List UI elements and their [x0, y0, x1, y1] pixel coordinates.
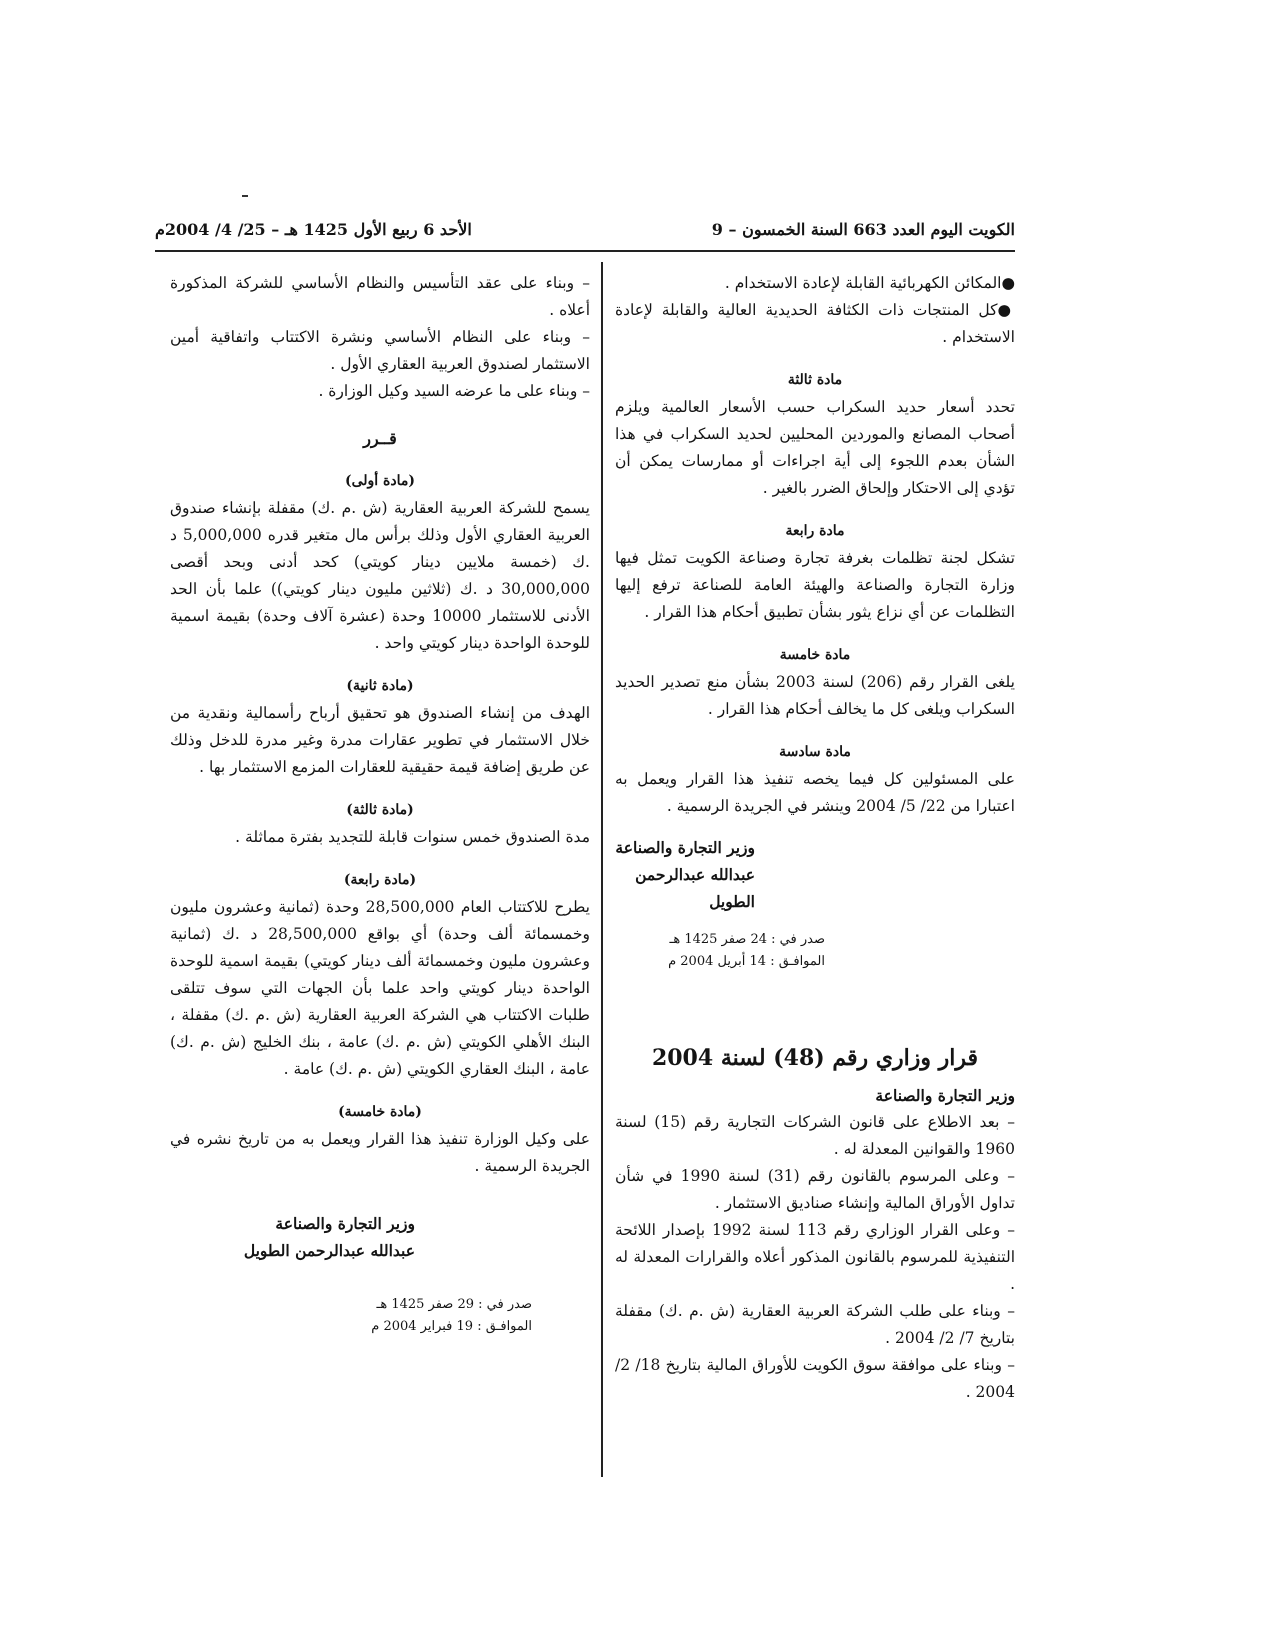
signature-name: عبدالله عبدالرحمن الطويل: [635, 865, 755, 911]
preamble-item: – وبناء على ما عرضه السيد وكيل الوزارة .: [318, 382, 590, 400]
article-heading: مادة ثالثة: [787, 372, 843, 388]
article-heading: مادة سادسة: [779, 744, 851, 760]
minister-line: وزير التجارة والصناعة: [875, 1086, 1015, 1105]
issued-date: صدر في : 29 صفر 1425 هـ: [376, 1297, 532, 1312]
article-heading: (مادة ثانية): [346, 678, 414, 694]
article-heading: (مادة ثالثة): [346, 802, 414, 818]
bullet-item: ● المكائن الكهربائية القابلة لإعادة الاستخدام .: [615, 270, 1015, 297]
article-text: تشكل لجنة تظلمات بغرفة تجارة وصناعة الكويت تمثل فيها وزارة التجارة والصناعة والهيئة العامة للصناعة ترفع إليها التظلمات عن أي نزاع يثور بشأن تطبيق أحكام هذا القرار .: [615, 549, 1015, 621]
article-heading: (مادة خامسة): [338, 1104, 422, 1120]
header-rule: [155, 250, 1015, 252]
article-heading: (مادة أولى): [344, 473, 416, 489]
issued-date-gregorian: الموافـق : 14 أبريل 2004 م: [668, 954, 825, 969]
bullet-item: ● كل المنتجات ذات الكثافة الحديدية العالية والقابلة لإعادة الاستخدام .: [615, 297, 1015, 351]
left-column: [170, 270, 590, 1338]
signature-name: عبدالله عبدالرحمن الطويل: [243, 1241, 415, 1260]
article-heading: (مادة رابعة): [343, 872, 417, 888]
preamble-item: – وبناء على موافقة سوق الكويت للأوراق المالية بتاريخ 18/ 2/ 2004 .: [615, 1356, 1016, 1401]
header-date: الأحد 6 ربيع الأول 1425 هـ – 25/ 4/ 2004م: [155, 220, 472, 239]
preamble-item: – بعد الاطلاع على قانون الشركات التجارية رقم (15) لسنة 1960 والقوانين المعدلة له .: [615, 1113, 1015, 1158]
article-text: يطرح للاكتتاب العام 28,500,000 وحدة (ثمانية وعشرون مليون وخمسمائة ألف وحدة) أي بواقع 28,500,000 د .ك (ثمانية وعشرون مليون وخمسمائة ألف دينار كويتي) بقيمة اسمية للوحدة الواحدة دينار كويتي واحد علما بأن الجهات التي سوف تتلقى طلبات الاكتتاب هي الشركة العربية العقارية (ش .م .ك) مقفلة ، البنك الأهلي الكويتي (ش .م .ك) عامة ، بنك الخليج (ش .م .ك) عامة ، البنك العقاري الكويتي (ش .م .ك) عامة .: [170, 898, 590, 1078]
article-text: على وكيل الوزارة تنفيذ هذا القرار ويعمل به من تاريخ نشره في الجريدة الرسمية .: [170, 1130, 590, 1175]
column-divider: [601, 262, 603, 1477]
article-text: مدة الصندوق خمس سنوات قابلة للتجديد بفترة مماثلة .: [235, 828, 590, 846]
page-header: [155, 220, 1015, 254]
article-text: يلغى القرار رقم (206) لسنة 2003 بشأن منع تصدير الحديد السكراب ويلغى كل ما يخالف أحكام هذا القرار .: [615, 673, 1015, 718]
decided-heading: قــرر: [363, 429, 397, 448]
article-heading: مادة خامسة: [779, 647, 851, 663]
article-text: على المسئولين كل فيما يخصه تنفيذ هذا القرار ويعمل به اعتبارا من 22/ 5/ 2004 وينشر في الجريدة الرسمية .: [615, 770, 1015, 815]
preamble-item: – وعلى القرار الوزاري رقم 113 لسنة 1992 بإصدار اللائحة التنفيذية للمرسوم بالقانون المذكور أعلاه والقرارات المعدلة له .: [615, 1221, 1015, 1293]
preamble-item: – وبناء على طلب الشركة العربية العقارية (ش .م .ك) مقفلة بتاريخ 7/ 2/ 2004 .: [615, 1302, 1015, 1347]
header-issue-info: الكويت اليوم العدد 663 السنة الخمسون – 9: [711, 220, 1015, 239]
signature-title: وزير التجارة والصناعة: [615, 838, 755, 857]
article-text: تحدد أسعار حديد السكراب حسب الأسعار العالمية ويلزم أصحاب المصانع والموردين المحليين لحديد السكراب في هذا الشأن بعدم اللجوء إلى أية اجراءات أو ممارسات يمكن أن تؤدي إلى الاحتكار وإلحاق الضرر بالغير .: [615, 398, 1015, 497]
scan-speck: [242, 195, 248, 197]
preamble-item: – وعلى المرسوم بالقانون رقم (31) لسنة 1990 في شأن تداول الأوراق المالية وإنشاء صناديق الاستثمار .: [615, 1167, 1015, 1212]
decision-title: قرار وزاري رقم (48) لسنة 2004: [651, 1045, 979, 1071]
issued-date-gregorian: الموافـق : 19 فبراير 2004 م: [371, 1319, 532, 1334]
article-text: الهدف من إنشاء الصندوق هو تحقيق أرباح رأسمالية ونقدية من خلال الاستثمار في تطوير عقارات مدرة وغير مدرة للدخل وذلك عن طريق إضافة قيمة حقيقية للعقارات المزمع الاستثمار بها .: [170, 704, 590, 776]
signature-title: وزير التجارة والصناعة: [275, 1214, 415, 1233]
preamble-item: – وبناء على النظام الأساسي ونشرة الاكتتاب واتفاقية أمين الاستثمار لصندوق العربية العقاري الأول .: [170, 328, 590, 373]
right-column: [615, 270, 1015, 1406]
article-heading: مادة رابعة: [785, 523, 845, 539]
issued-date: صدر في : 24 صفر 1425 هـ: [669, 932, 825, 947]
article-text: يسمح للشركة العربية العقارية (ش .م .ك) مقفلة بإنشاء صندوق العربية العقاري الأول وذلك برأس مال متغير قدره 5,000,000 د .ك (خمسة ملايين دينار كويتي) كحد أدنى وبحد أقصى 30,000,000 د .ك (ثلاثين مليون دينار كويتي)) علما بأن الحد الأدنى للاستثمار 10000 وحدة (عشرة آلاف وحدة) بقيمة اسمية للوحدة الواحدة دينار كويتي واحد .: [170, 499, 590, 652]
preamble-item: – وبناء على عقد التأسيس والنظام الأساسي للشركة المذكورة أعلاه .: [170, 274, 590, 319]
